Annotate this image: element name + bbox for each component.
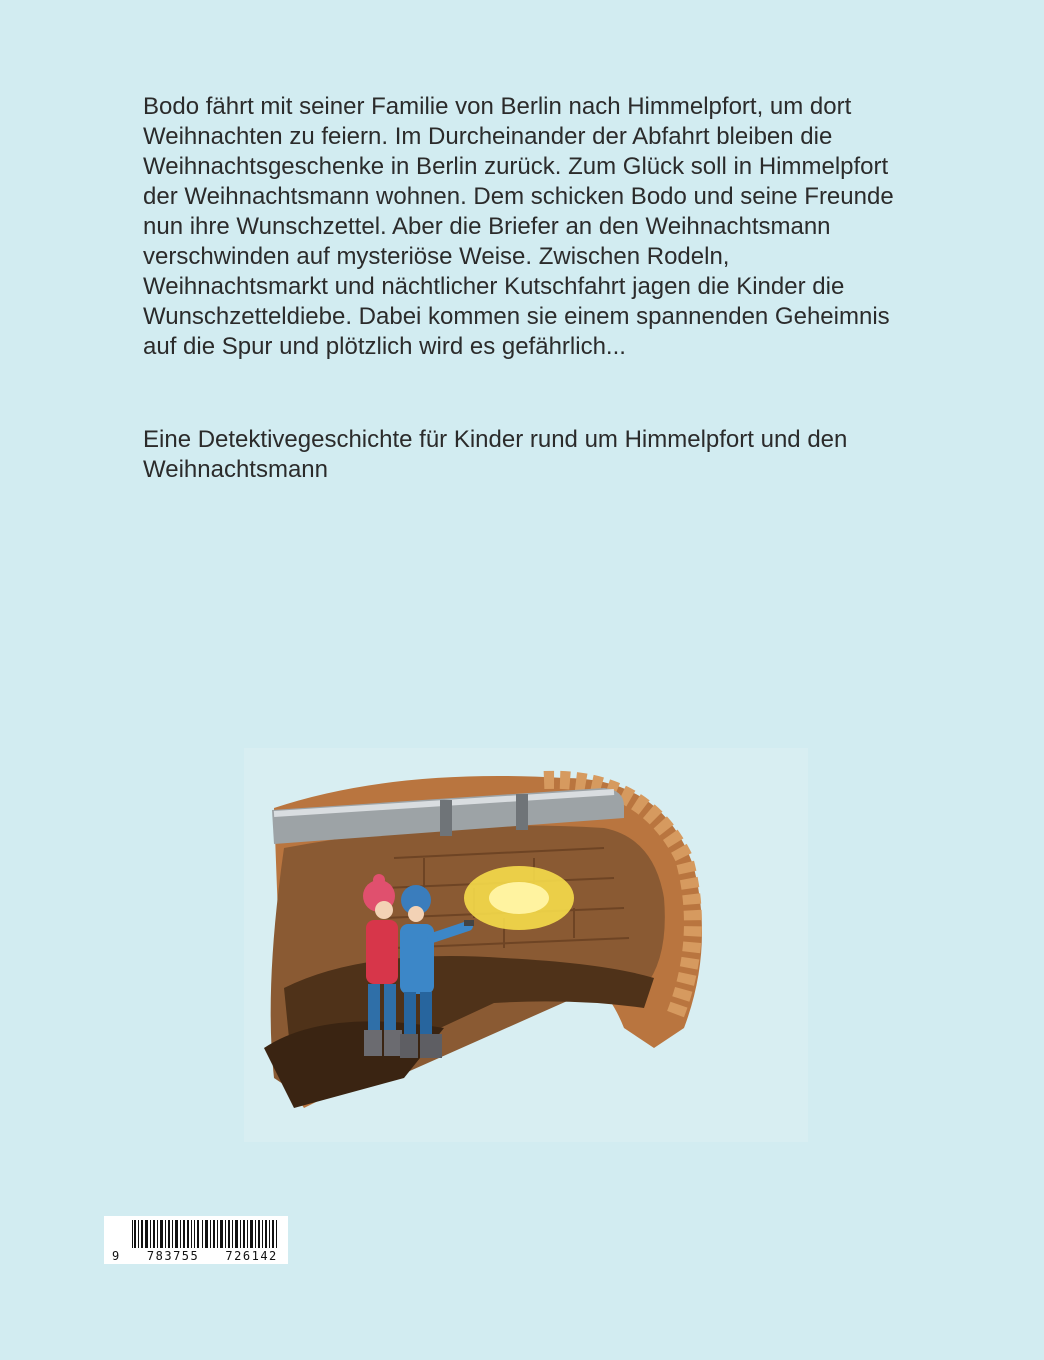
back-cover-tagline: Eine Detektivegeschichte für Kinder rund um Himmelpfort und den Weihnachtsmann	[143, 426, 848, 483]
tunnel-illustration	[244, 748, 808, 1142]
isbn-number: 9 783755 726142	[112, 1249, 278, 1263]
barcode-bars	[104, 1216, 288, 1250]
children-in-tunnel-picture	[244, 748, 808, 1142]
isbn-barcode	[104, 1216, 288, 1264]
back-cover-blurb: Bodo fährt mit seiner Familie von Berlin nach Himmelpfort, um dort Weihnachten zu feiern. Im Durcheinander der Abfahrt bleiben die Weihnachtsgeschenke in Berlin zurück. Zum Glück soll in Himmelpfort der Weihnachtsmann wohnen. Dem schicken Bodo und seine Freunde nun ihre Wunschzettel. Aber die Briefer an den Weihnachtsmann verschwinden auf mysteriöse Weise. Zwischen Rodeln, Weihnachtsmarkt und nächtlicher Kutschfahrt jagen die Kinder die Wunschzetteldiebe. Dabei kommen sie einem spannenden Geheimnis auf die Spur und plötzlich wird es gefährlich...	[143, 93, 894, 360]
